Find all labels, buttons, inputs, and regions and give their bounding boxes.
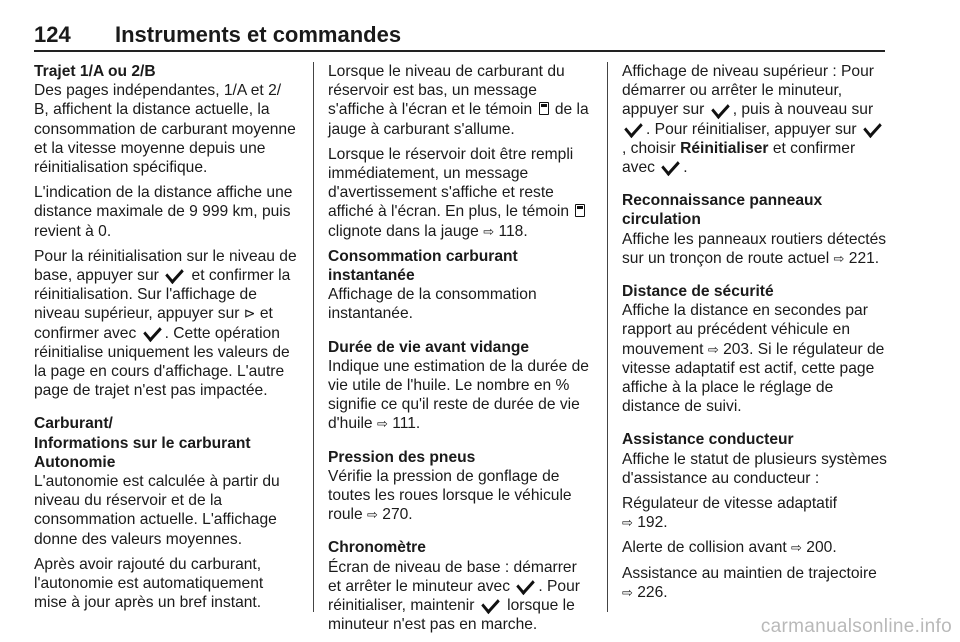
check-icon xyxy=(624,117,643,138)
heading-panneaux: Reconnaissance panneaux xyxy=(622,192,823,210)
page-reference[interactable]: 118. xyxy=(498,222,528,240)
paragraph: Vérifie la pression de gonflage de toutes les roues lorsque le véhicule roule ⇨ 270. xyxy=(328,467,572,524)
check-icon xyxy=(863,117,882,138)
check-icon xyxy=(143,321,162,342)
page-reference[interactable]: 200. xyxy=(806,539,837,557)
page-number: 124 xyxy=(34,22,71,47)
check-icon xyxy=(662,155,681,176)
paragraph: Affiche les panneaux routiers détectés sur un tronçon de route actuel ⇨ 221. xyxy=(622,230,887,267)
watermark: carmanualsonline.info xyxy=(760,616,952,637)
paragraph: Pour la réinitialisation sur le niveau de base, appuyer sur et confirmer la réinitialisation. Sur l'affichage de niveau supérieur, appuyer sur ⊳ et confirmer avec . Cette opération réinitialise uniquement les valeurs de la page en cours d'affichage. L'autre page de trajet n'est pas impactée. xyxy=(34,247,297,400)
check-icon xyxy=(711,98,730,119)
reference-arrow-icon: ⇨ xyxy=(376,416,388,432)
heading-consommation: Consommation carburant xyxy=(328,247,518,265)
page-reference[interactable]: 221. xyxy=(848,249,880,267)
column-divider xyxy=(313,62,314,612)
column-3 xyxy=(622,62,888,608)
heading-pneus: Pression des pneus xyxy=(328,448,476,466)
page-reference[interactable]: 226. xyxy=(637,583,668,601)
column-2 xyxy=(328,62,594,640)
paragraph: Des pages indépendantes, 1/A et 2/ B, affichent la distance actuelle, la consommation de carburant moyenne et la vitesse moyenne depuis une réinitialisation spécifique. xyxy=(34,82,296,177)
heading-autonomie: Autonomie xyxy=(34,453,116,471)
check-icon xyxy=(517,574,536,595)
fuel-pump-icon xyxy=(575,204,585,217)
paragraph: Alerte de collision avant ⇨ 200. xyxy=(622,539,837,557)
check-icon xyxy=(481,593,500,614)
column-divider xyxy=(607,62,608,612)
paragraph: Lorsque le niveau de carburant du réservoir est bas, un message s'affiche à l'écran et le témoin de la jauge à carburant s'allume. xyxy=(328,63,589,138)
reference-arrow-icon: ⇨ xyxy=(622,515,633,531)
page-reference[interactable]: 111. xyxy=(392,415,421,433)
check-icon xyxy=(165,263,184,284)
paragraph: Affiche le statut de plusieurs systèmes d'assistance au conducteur : xyxy=(622,450,887,487)
reference-arrow-icon: ⇨ xyxy=(483,223,495,239)
paragraph: Écran de niveau de base : démarrer et arrêter le minuteur avec . Pour réinitialiser, maintenir lorsque le minuteur n'est pas en marche. xyxy=(328,558,580,634)
page-reference[interactable]: 192. xyxy=(637,514,668,532)
page-header xyxy=(34,10,885,52)
page-reference[interactable]: 203. xyxy=(723,340,754,358)
page-reference[interactable]: 270. xyxy=(382,506,413,524)
paragraph: Affiche la distance en secondes par rapport au précédent véhicule en mouvement ⇨ 203. Si le régulateur de vitesse adaptatif est actif, cette page affiche à la place le réglage de distance de suivi. xyxy=(622,302,885,416)
heading-trajet: Trajet 1/A ou 2/B xyxy=(34,63,156,80)
reference-arrow-icon: ⇨ xyxy=(833,250,845,266)
paragraph: Assistance au maintien de trajectoire ⇨ 226. xyxy=(622,564,877,601)
reference-arrow-icon: ⇨ xyxy=(367,507,378,523)
paragraph: L'indication de la distance affiche une distance maximale de 9 999 km, puis revient à 0. xyxy=(34,184,293,240)
paragraph: L'autonomie est calculée à partir du niveau du réservoir et de la consommation actuelle. L'affichage donne des valeurs moyennes. xyxy=(34,473,280,548)
heading-carburant-info: Informations sur le carburant xyxy=(34,434,251,452)
heading-assistance: Assistance conducteur xyxy=(622,431,794,449)
paragraph: Régulateur de vitesse adaptatif ⇨ 192. xyxy=(622,495,837,532)
paragraph: Affichage de niveau supérieur : Pour démarrer ou arrêter le minuteur, appuyer sur , puis à nouveau sur . Pour réinitialiser, appuyer sur , choisir Réinitialiser et confirmer avec . xyxy=(622,62,888,177)
page-title: Instruments et commandes xyxy=(115,22,402,47)
heading-vidange: Durée de vie avant vidange xyxy=(328,338,530,356)
reference-arrow-icon: ⇨ xyxy=(622,584,633,600)
fuel-pump-icon xyxy=(539,102,549,115)
paragraph: Indique une estimation de la durée de vie utile de l'huile. Le nombre en % signifie ce qu'il reste de durée de vie d'huile ⇨ 111. xyxy=(328,357,589,433)
heading-circulation: circulation xyxy=(622,211,701,229)
paragraph: Après avoir rajouté du carburant, l'autonomie est automatiquement mise à jour après un bref instant. xyxy=(34,555,264,612)
reference-arrow-icon: ⇨ xyxy=(707,341,719,357)
heading-instantanee: instantanée xyxy=(328,267,415,285)
heading-chronometre: Chronomètre xyxy=(328,539,426,557)
column-1 xyxy=(34,62,300,618)
menu-triangle-icon: ⊳ xyxy=(243,305,256,322)
reference-arrow-icon: ⇨ xyxy=(791,540,802,556)
paragraph: Lorsque le réservoir doit être rempli immédiatement, un message d'avertissement s'affiche et reste affiché à l'écran. En plus, le témoin clignote dans la jauge ⇨ 118. xyxy=(328,145,594,241)
heading-distance: Distance de sécurité xyxy=(622,283,774,301)
bold-term: Réinitialiser xyxy=(680,139,769,157)
heading-carburant: Carburant/ xyxy=(34,415,113,433)
paragraph: Affichage de la consommation instantanée. xyxy=(328,286,537,323)
